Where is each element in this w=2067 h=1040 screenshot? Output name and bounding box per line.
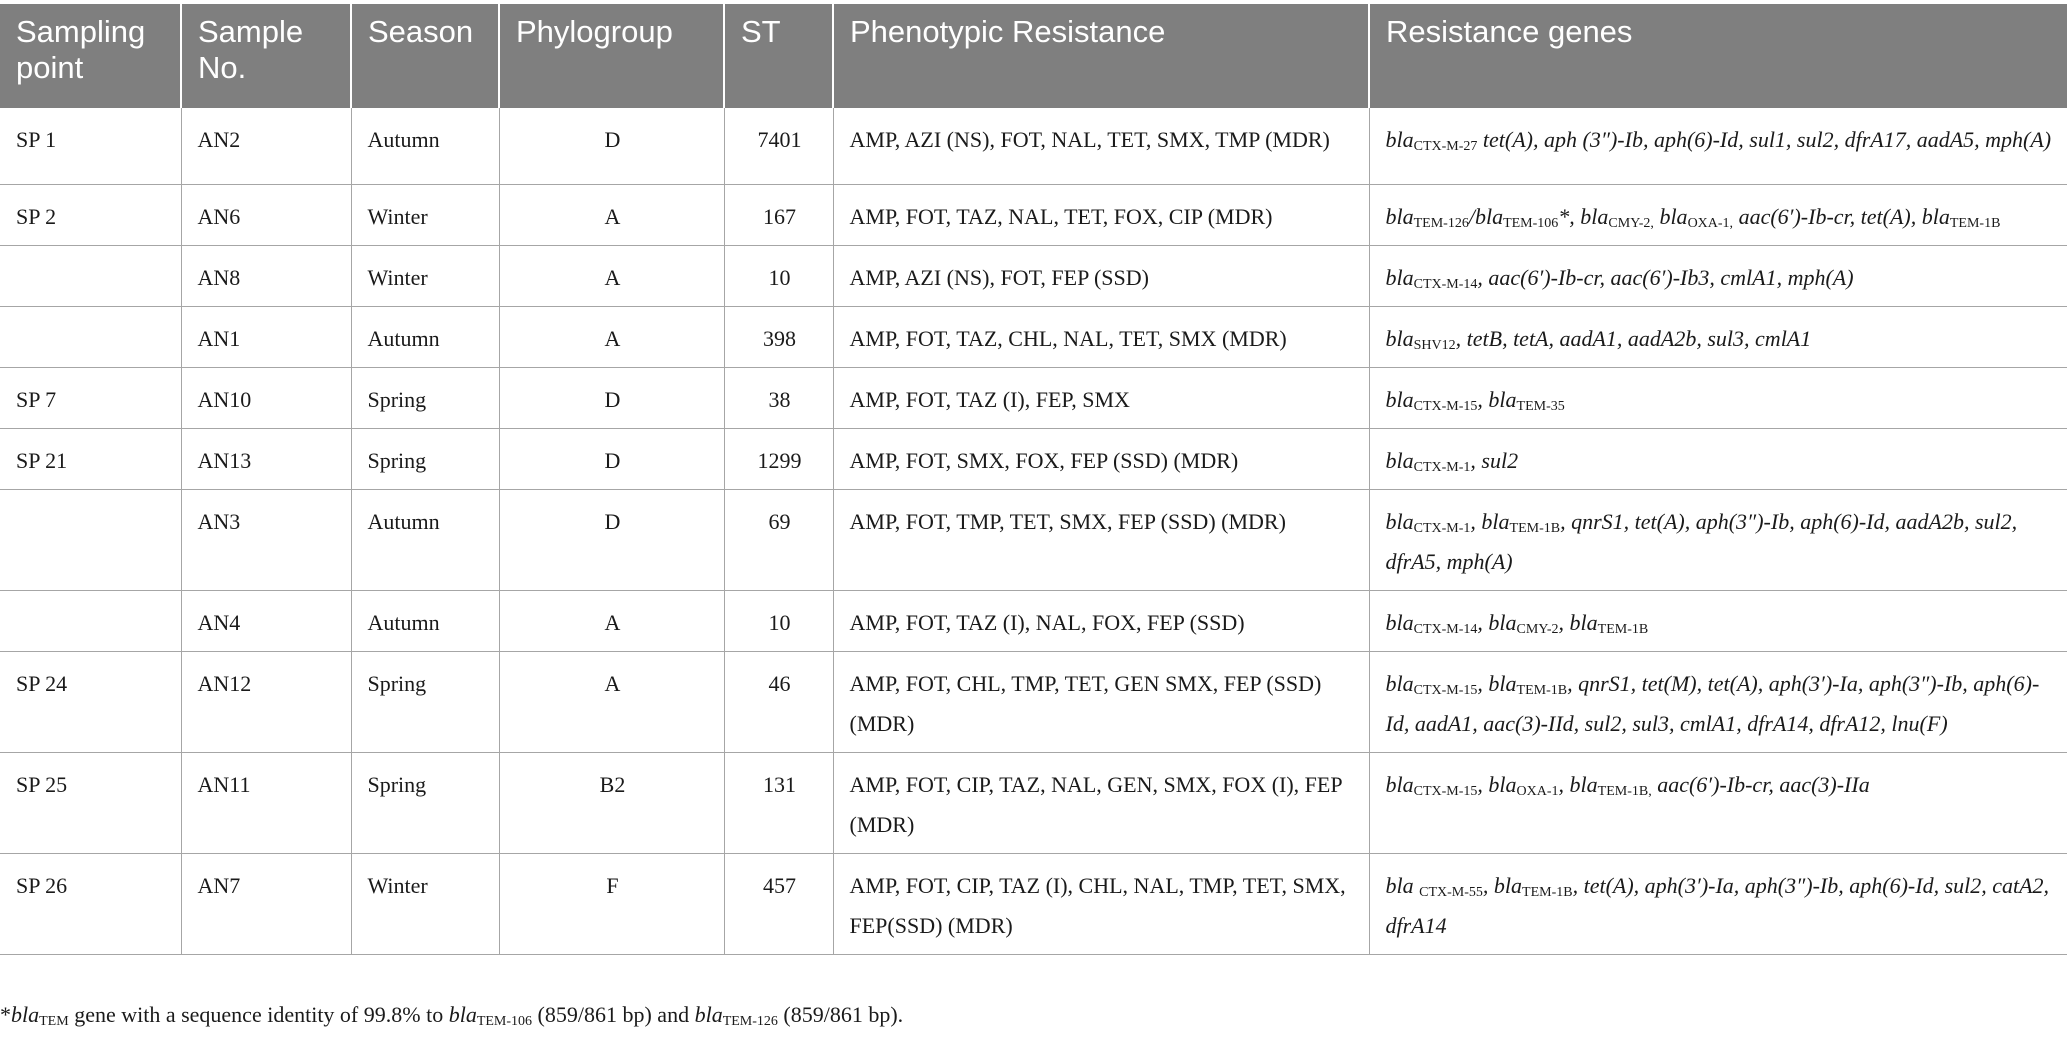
cell-season: Winter xyxy=(351,184,499,245)
cell-sample-no: AN13 xyxy=(181,428,351,489)
gene-subscript: TEM-126 xyxy=(1413,215,1469,231)
gene-text: bla xyxy=(1385,872,1420,898)
cell-sample-no: AN1 xyxy=(181,306,351,367)
cell-phenotypic-resistance: AMP, FOT, TAZ, CHL, NAL, TET, SMX (MDR) xyxy=(833,306,1369,367)
header-season: Season xyxy=(351,4,499,108)
gene-subscript: OXA-1, xyxy=(1687,215,1734,231)
cell-st: 10 xyxy=(724,245,833,306)
gene-text: , tetB, tetA, aadA1, aadA2b, sul3, cmlA1 xyxy=(1455,325,1812,351)
cell-sample-no: AN3 xyxy=(181,489,351,590)
cell-st: 69 xyxy=(724,489,833,590)
cell-sample-no: AN8 xyxy=(181,245,351,306)
cell-phenotypic-resistance: AMP, AZI (NS), FOT, FEP (SSD) xyxy=(833,245,1369,306)
gene-subscript: TEM-1B xyxy=(1522,884,1573,900)
cell-st: 131 xyxy=(724,752,833,853)
cell-st: 10 xyxy=(724,590,833,651)
table-header-row xyxy=(0,4,2067,108)
cell-sampling-point: SP 26 xyxy=(0,853,181,954)
gene-subscript: CTX-M-1 xyxy=(1413,459,1471,475)
gene-text: bla xyxy=(1385,127,1414,152)
gene-text: bla xyxy=(1385,447,1414,473)
table-row xyxy=(0,853,2067,954)
gene-subscript: CTX-M-15 xyxy=(1413,783,1478,799)
cell-resistance-genes xyxy=(1369,651,2067,752)
gene-text: aac(6′)-Ib-cr, aac(3)-IIa xyxy=(1651,771,1870,797)
cell-sampling-point: SP 21 xyxy=(0,428,181,489)
gene-text: /bla xyxy=(1468,203,1504,229)
cell-sample-no: AN12 xyxy=(181,651,351,752)
cell-sample-no: AN7 xyxy=(181,853,351,954)
cell-season: Autumn xyxy=(351,590,499,651)
cell-season: Autumn xyxy=(351,306,499,367)
table-body xyxy=(0,108,2067,954)
gene-subscript: CMY-2, xyxy=(1608,215,1654,231)
gene-subscript: SHV12 xyxy=(1413,337,1456,353)
gene-text: , aac(6′)-Ib-cr, aac(6′)-Ib3, cmlA1, mph(A) xyxy=(1477,264,1854,290)
cell-phenotypic-resistance: AMP, FOT, TAZ (I), FEP, SMX xyxy=(833,367,1369,428)
cell-sample-no: AN4 xyxy=(181,590,351,651)
cell-phenotypic-resistance: AMP, FOT, CHL, TMP, TET, GEN SMX, FEP (SSD) (MDR) xyxy=(833,651,1369,752)
header-sampling-point: Sampling point xyxy=(0,4,181,108)
gene-text: bla xyxy=(1385,325,1414,351)
gene-subscript: TEM-1B xyxy=(1516,682,1568,698)
cell-sampling-point xyxy=(0,306,181,367)
footnote-text: bla xyxy=(694,1002,723,1027)
gene-text: bla xyxy=(1385,508,1414,534)
gene-text: , bla xyxy=(1482,872,1523,898)
cell-resistance-genes xyxy=(1369,184,2067,245)
cell-phenotypic-resistance: AMP, FOT, CIP, TAZ (I), CHL, NAL, TMP, TET, SMX, FEP(SSD) (MDR) xyxy=(833,853,1369,954)
cell-season: Winter xyxy=(351,245,499,306)
footnote-text: bla xyxy=(11,1002,40,1027)
cell-season: Spring xyxy=(351,428,499,489)
gene-subscript: TEM-1B xyxy=(1509,520,1561,536)
gene-text: bla xyxy=(1385,670,1414,696)
cell-sample-no: AN2 xyxy=(181,108,351,184)
footnote xyxy=(0,1002,903,1028)
cell-phenotypic-resistance: AMP, FOT, CIP, TAZ, NAL, GEN, SMX, FOX (I), FEP (MDR) xyxy=(833,752,1369,853)
gene-subscript: CTX-M-1 xyxy=(1413,520,1471,536)
cell-sampling-point: SP 25 xyxy=(0,752,181,853)
cell-resistance-genes xyxy=(1369,489,2067,590)
gene-subscript: TEM-35 xyxy=(1516,398,1565,414)
gene-text: tet(A), aph (3″)-Ib, aph(6)-Id, sul1, sul2, dfrA17, aadA5, mph(A) xyxy=(1477,127,2052,152)
footnote-subscript: TEM-126 xyxy=(722,1014,778,1029)
gene-subscript: CMY-2 xyxy=(1516,621,1559,637)
table-row xyxy=(0,367,2067,428)
gene-subscript: CTX-M-14 xyxy=(1413,621,1478,637)
footnote-text: (859/861 bp). xyxy=(777,1002,904,1027)
cell-st: 1299 xyxy=(724,428,833,489)
gene-text: , qnrS1, tet(A), aph(3″)-Ib, aph(6)-Id, aadA2b, sul2, dfrA5, mph(A) xyxy=(1385,508,2018,574)
cell-phenotypic-resistance: AMP, FOT, TAZ, NAL, TET, FOX, CIP (MDR) xyxy=(833,184,1369,245)
footnote-text: bla xyxy=(448,1002,477,1027)
cell-resistance-genes xyxy=(1369,108,2067,184)
cell-phenotypic-resistance: AMP, FOT, TAZ (I), NAL, FOX, FEP (SSD) xyxy=(833,590,1369,651)
gene-text: aac(6′)-Ib-cr, tet(A), bla xyxy=(1733,203,1950,229)
table-row xyxy=(0,651,2067,752)
cell-sampling-point: SP 2 xyxy=(0,184,181,245)
gene-subscript: CTX-M-15 xyxy=(1413,682,1478,698)
cell-phylogroup: D xyxy=(499,428,724,489)
cell-resistance-genes xyxy=(1369,590,2067,651)
cell-resistance-genes xyxy=(1369,367,2067,428)
gene-text: bla xyxy=(1385,386,1414,412)
cell-season: Autumn xyxy=(351,108,499,184)
gene-subscript: CTX-M-14 xyxy=(1413,276,1478,292)
footnote-text: * xyxy=(0,1002,11,1027)
cell-sample-no: AN11 xyxy=(181,752,351,853)
gene-text: , bla xyxy=(1470,508,1510,534)
gene-text: bla xyxy=(1385,771,1414,797)
gene-subscript: CTX-M-55 xyxy=(1419,884,1483,900)
gene-text: , bla xyxy=(1477,609,1517,635)
header-resistance-genes: Resistance genes xyxy=(1369,4,2067,108)
cell-phylogroup: A xyxy=(499,245,724,306)
gene-text: , bla xyxy=(1558,771,1598,797)
header-st: ST xyxy=(724,4,833,108)
cell-phylogroup: D xyxy=(499,108,724,184)
cell-st: 398 xyxy=(724,306,833,367)
cell-phylogroup: A xyxy=(499,184,724,245)
cell-phylogroup: F xyxy=(499,853,724,954)
header-phylogroup: Phylogroup xyxy=(499,4,724,108)
table-row xyxy=(0,108,2067,184)
cell-st: 46 xyxy=(724,651,833,752)
table-row xyxy=(0,590,2067,651)
cell-season: Spring xyxy=(351,651,499,752)
footnote-subscript: TEM xyxy=(39,1014,69,1029)
cell-resistance-genes xyxy=(1369,428,2067,489)
gene-text: , qnrS1, tet(M), tet(A), aph(3′)-Ia, aph(3″)-Ib, aph(6)-Id, aadA1, aac(3)-IId, sul2, sul3, cmlA1, dfrA14, dfrA12, lnu(F) xyxy=(1385,670,2040,736)
cell-phenotypic-resistance: AMP, FOT, SMX, FOX, FEP (SSD) (MDR) xyxy=(833,428,1369,489)
cell-sampling-point xyxy=(0,489,181,590)
table-row xyxy=(0,489,2067,590)
cell-season: Autumn xyxy=(351,489,499,590)
footnote-text: (859/861 bp) and xyxy=(532,1002,695,1027)
cell-resistance-genes xyxy=(1369,245,2067,306)
gene-text: , bla xyxy=(1477,771,1517,797)
gene-text: , bla xyxy=(1477,670,1517,696)
gene-text: bla xyxy=(1385,203,1414,229)
cell-season: Spring xyxy=(351,367,499,428)
cell-sampling-point: SP 24 xyxy=(0,651,181,752)
cell-phylogroup: A xyxy=(499,651,724,752)
cell-st: 38 xyxy=(724,367,833,428)
gene-text: bla xyxy=(1653,203,1688,229)
header-phenotypic-resistance: Phenotypic Resistance xyxy=(833,4,1369,108)
gene-subscript: TEM-1B, xyxy=(1597,783,1652,799)
cell-sampling-point: SP 7 xyxy=(0,367,181,428)
gene-subscript: TEM-1B xyxy=(1597,621,1649,637)
gene-subscript: CTX-M-15 xyxy=(1413,398,1478,414)
gene-subscript: TEM-1B xyxy=(1949,215,2001,231)
cell-st: 457 xyxy=(724,853,833,954)
gene-text: , sul2 xyxy=(1470,447,1519,473)
cell-phylogroup: A xyxy=(499,306,724,367)
cell-sampling-point: SP 1 xyxy=(0,108,181,184)
cell-resistance-genes xyxy=(1369,306,2067,367)
table-row xyxy=(0,306,2067,367)
cell-phylogroup: D xyxy=(499,489,724,590)
table-row xyxy=(0,184,2067,245)
gene-subscript: OXA-1 xyxy=(1516,783,1559,799)
cell-sample-no: AN6 xyxy=(181,184,351,245)
cell-phylogroup: B2 xyxy=(499,752,724,853)
table-row xyxy=(0,428,2067,489)
gene-text: bla xyxy=(1385,264,1414,290)
table-row xyxy=(0,245,2067,306)
cell-st: 7401 xyxy=(724,108,833,184)
resistance-table xyxy=(0,4,2067,955)
footnote-subscript: TEM-106 xyxy=(476,1014,533,1029)
gene-text: bla xyxy=(1385,609,1414,635)
cell-resistance-genes xyxy=(1369,853,2067,954)
gene-subscript: TEM-106 xyxy=(1503,215,1559,231)
cell-sampling-point xyxy=(0,590,181,651)
cell-season: Spring xyxy=(351,752,499,853)
cell-st: 167 xyxy=(724,184,833,245)
cell-season: Winter xyxy=(351,853,499,954)
cell-resistance-genes xyxy=(1369,752,2067,853)
table-row xyxy=(0,752,2067,853)
gene-text: *, bla xyxy=(1558,203,1609,229)
gene-text: , bla xyxy=(1477,386,1517,412)
cell-phenotypic-resistance: AMP, FOT, TMP, TET, SMX, FEP (SSD) (MDR) xyxy=(833,489,1369,590)
cell-sampling-point xyxy=(0,245,181,306)
gene-text: , tet(A), aph(3′)-Ia, aph(3″)-Ib, aph(6)-Id, sul2, catA2, dfrA14 xyxy=(1385,872,2050,938)
cell-phylogroup: D xyxy=(499,367,724,428)
gene-subscript: CTX-M-27 xyxy=(1413,139,1478,154)
cell-phenotypic-resistance: AMP, AZI (NS), FOT, NAL, TET, SMX, TMP (MDR) xyxy=(833,108,1369,184)
cell-phylogroup: A xyxy=(499,590,724,651)
cell-sample-no: AN10 xyxy=(181,367,351,428)
footnote-text: gene with a sequence identity of 99.8% to xyxy=(68,1002,449,1027)
gene-text: , bla xyxy=(1558,609,1598,635)
header-sample-no: Sample No. xyxy=(181,4,351,108)
